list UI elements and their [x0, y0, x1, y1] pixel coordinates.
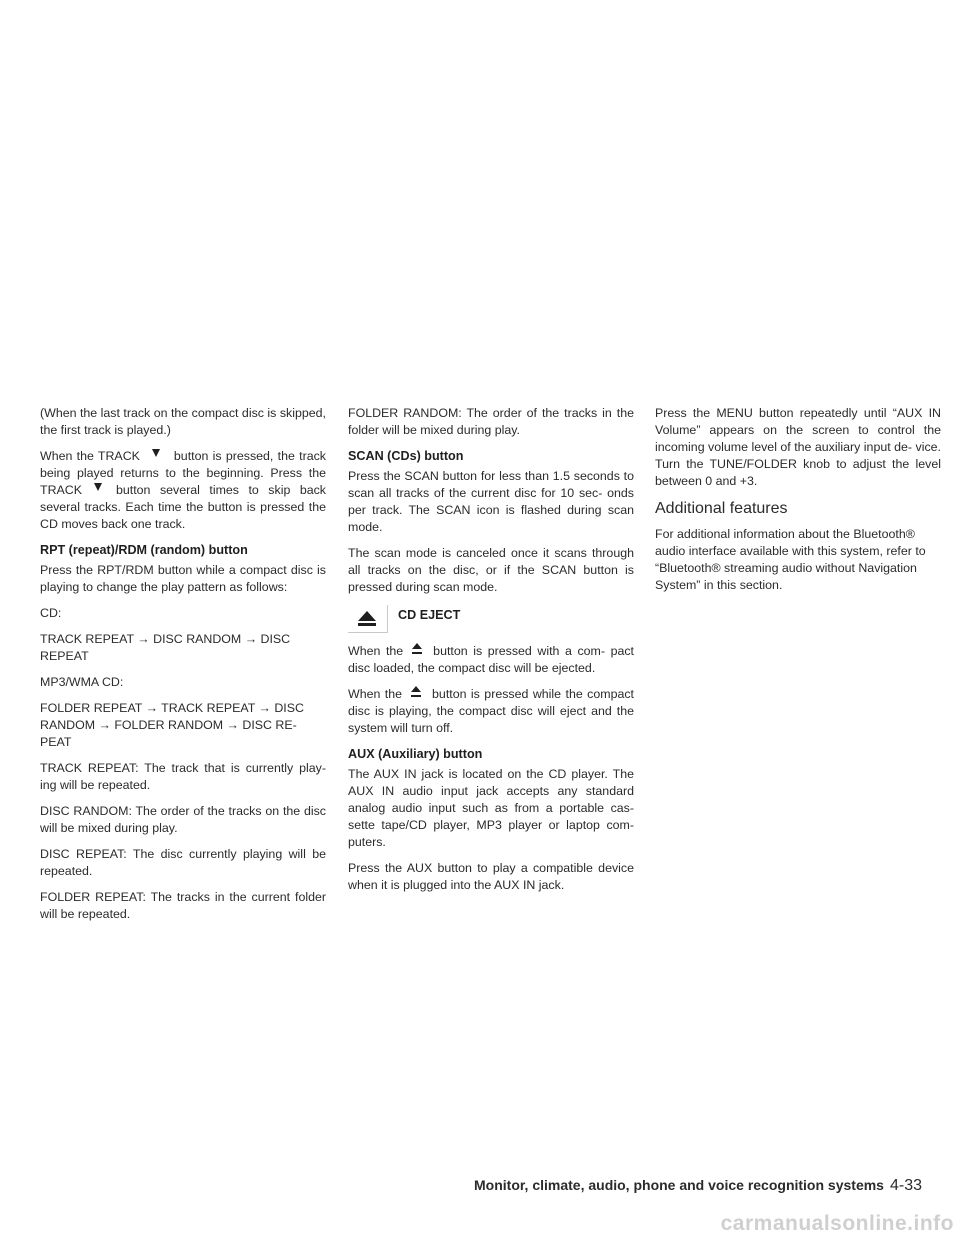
paragraph: DISC REPEAT: The disc currently playing will be repeated. — [40, 847, 326, 878]
paragraph: TRACK REPEAT → DISC RANDOM → DISC REPEAT — [40, 632, 291, 663]
paragraph: FOLDER REPEAT: The tracks in the current folder will be repeated. — [40, 890, 326, 921]
paragraph: The AUX IN jack is located on the CD player. The AUX IN audio input jack accepts any standard analog audio input such as from a portable cas- sette tape/CD player, MP3 player or laptop com- puters. — [348, 767, 634, 849]
page-footer — [474, 1177, 922, 1195]
heading-additional-features: Additional features — [655, 500, 788, 517]
paragraph: DISC RANDOM: The order of the tracks on the disc will be mixed during play. — [40, 804, 326, 835]
watermark: carmanualsonline.info — [720, 1212, 954, 1235]
paragraph: FOLDER REPEAT → TRACK REPEAT → DISC RANDOM → FOLDER RANDOM → DISC RE- PEAT — [40, 701, 304, 749]
page-number: 4-33 — [889, 1177, 922, 1194]
paragraph-eject-2 — [348, 686, 634, 737]
text-segment: button is pressed with a com- pact disc loaded, the compact disc will be ejected. — [348, 644, 634, 675]
paragraph: FOLDER RANDOM: The order of the tracks in the folder will be mixed during play. — [348, 406, 634, 437]
track-down-icon — [94, 483, 102, 491]
track-down-icon — [152, 449, 160, 457]
cd-eject-heading — [348, 605, 634, 633]
column-1 — [40, 405, 326, 932]
eject-icon — [410, 686, 422, 697]
paragraph: CD: — [40, 606, 62, 620]
heading-rpt-rdm: RPT (repeat)/RDM (random) button — [40, 543, 248, 557]
paragraph: Press the SCAN button for less than 1.5 seconds to scan all tracks of the current disc for 10 sec- onds per track. The SCAN icon is flashed during scan mode. — [348, 469, 634, 534]
column-3 — [655, 405, 941, 603]
paragraph-track-button — [40, 448, 326, 533]
paragraph: For additional information about the Bluetooth® audio interface available with this system, refer to “Bluetooth® streaming audio without Navigation System” in this section. — [655, 527, 926, 592]
heading-cd-eject: CD EJECT — [398, 608, 461, 622]
text-segment: When the — [348, 644, 404, 658]
paragraph: MP3/WMA CD: — [40, 675, 124, 689]
paragraph: Press the RPT/RDM button while a compact disc is playing to change the play pattern as follows: — [40, 563, 326, 594]
text-segment: When the TRACK — [40, 449, 140, 463]
text-segment: button several times to skip back several tracks. Each time the button is pressed the CD moves back one track. — [40, 483, 326, 531]
paragraph-eject-1 — [348, 643, 634, 677]
footer-section-title: Monitor, climate, audio, phone and voice recognition systems — [474, 1177, 884, 1193]
heading-aux: AUX (Auxiliary) button — [348, 747, 483, 761]
paragraph: (When the last track on the compact disc is skipped, the first track is played.) — [40, 406, 326, 437]
paragraph: TRACK REPEAT: The track that is currently play- ing will be repeated. — [40, 761, 326, 792]
text-segment: button is pressed, the track being played returns to the beginning. Press the TRACK — [40, 449, 326, 497]
column-2 — [348, 405, 634, 903]
eject-icon — [411, 643, 423, 654]
eject-icon — [348, 605, 388, 633]
text-segment: button is pressed while the compact disc is playing, the compact disc will eject and the system will turn off. — [348, 687, 634, 735]
text-segment: When the — [348, 687, 403, 701]
paragraph: The scan mode is canceled once it scans through all tracks on the disc, or if the SCAN button is pressed during scan mode. — [348, 546, 634, 594]
paragraph: Press the MENU button repeatedly until “AUX IN Volume” appears on the screen to control the incoming volume level of the auxiliary input de- vice. Turn the TUNE/FOLDER knob to adjust the level between 0 and +3. — [655, 406, 941, 488]
paragraph: Press the AUX button to play a compatible device when it is plugged into the AUX IN jack. — [348, 861, 634, 892]
heading-scan: SCAN (CDs) button — [348, 449, 464, 463]
